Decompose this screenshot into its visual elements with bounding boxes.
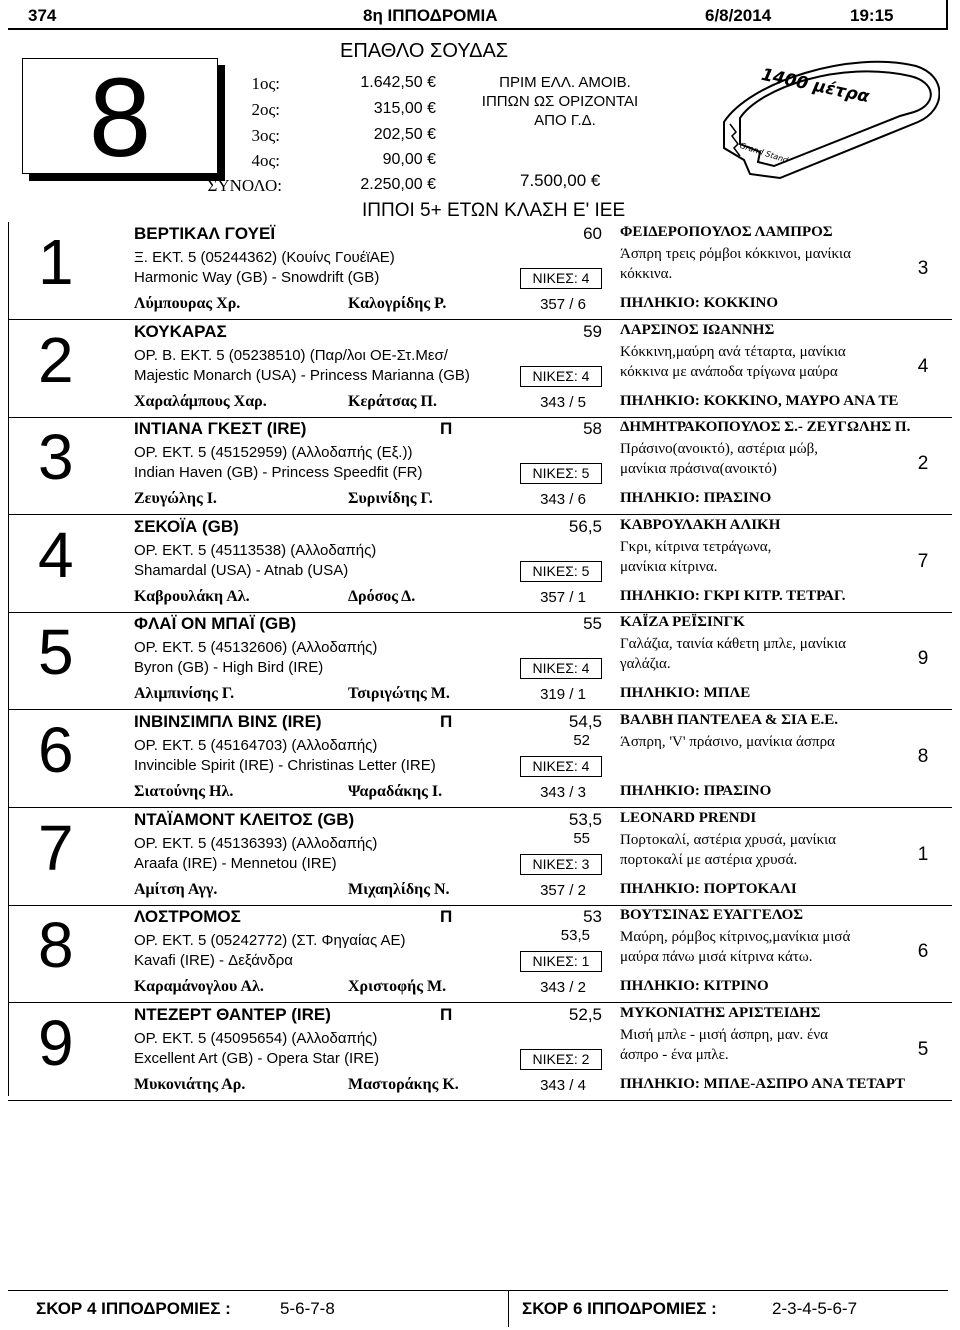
horse-details: Ξ. ΕΚΤ. 5 (05244362) (Κουίνς ΓουέϊΑΕ) <box>134 249 395 266</box>
horse-row <box>8 417 952 515</box>
race-number: 8 <box>88 55 152 180</box>
prize-amount: 1.642,50 € <box>360 74 436 91</box>
trainer-name: Μαστοράκης Κ. <box>348 1075 459 1093</box>
silks-line-1: Γκρι, κίτρινα τετράγωνα, <box>620 538 772 555</box>
owner-name: ΒΟΥΤΣΙΝΑΣ ΕΥΑΓΓΕΛΟΣ <box>620 907 804 924</box>
trainer-name: Καλογρίδης Ρ. <box>348 295 447 312</box>
horse-weight: 55 <box>583 614 602 634</box>
horse-pedigree: Excellent Art (GB) - Opera Star (IRE) <box>134 1049 380 1067</box>
jockey-name: Μυκονιάτης Αρ. <box>134 1075 246 1093</box>
owner-name: ΚΑΒΡΟΥΛΑΚΗ ΑΛΙΚΗ <box>620 516 781 533</box>
horse-row <box>8 1003 952 1101</box>
jockey-name: Σιατούνης Ηλ. <box>134 783 234 800</box>
horse-pedigree: Harmonic Way (GB) - Snowdrift (GB) <box>134 269 380 286</box>
grand-stand-label: Grand Stand <box>738 140 790 165</box>
stall-number: 2 <box>917 453 929 475</box>
wins-box: ΝΙΚΕΣ: 3 <box>520 854 602 875</box>
jockey-name: Αλιμπινίσης Γ. <box>134 685 235 703</box>
horse-weight: 60 <box>583 224 602 243</box>
jockey-name: Χαραλάμπους Χαρ. <box>134 392 267 410</box>
trainer-name: Χριστοφής Μ. <box>348 978 447 996</box>
helmet-colors: ΠΗΛΗΚΙΟ: ΜΠΛΕ <box>620 685 751 702</box>
horse-weight: 56,5 <box>568 516 602 536</box>
apprentice-mark: Π <box>440 419 453 439</box>
horse-pedigree: Kavafi (IRE) - Δεξάνδρα <box>134 952 293 970</box>
race-conditions: ΙΠΠΟΙ 5+ ΕΤΩΝ ΚΛΑΣΗ Ε' ΙΕΕ <box>362 200 626 221</box>
horse-name: ΚΟΥΚΑΡΑΣ <box>134 321 227 341</box>
horse-row <box>8 808 952 906</box>
race-title: ΕΠΑΘΛΟ ΣΟΥΔΑΣ <box>340 40 509 62</box>
track-diagram <box>700 48 940 188</box>
adjusted-weight: 55 <box>573 829 590 847</box>
track-distance-label: 1400 μέτρα <box>759 64 872 108</box>
horse-row <box>8 612 952 710</box>
wins-box: ΝΙΚΕΣ: 4 <box>520 756 602 777</box>
race-label: 8η ΙΠΠΟΔΡΟΜΙΑ <box>363 6 498 25</box>
silks-line-1: Κόκκινη,μαύρη ανά τέταρτα, μανίκια <box>620 343 846 360</box>
wins-box: ΝΙΚΕΣ: 4 <box>520 658 602 679</box>
horse-number: 3 <box>38 421 74 494</box>
stall-number: 6 <box>917 941 929 963</box>
stall-number: 3 <box>917 258 929 279</box>
silks-line-2: μαύρα πάνω μισά κίτρινα κάτω. <box>620 949 813 966</box>
page-number: 374 <box>28 6 57 25</box>
horse-weight: 53,5 <box>568 809 602 829</box>
horse-weight: 58 <box>583 419 602 439</box>
stall-number: 5 <box>917 1038 929 1060</box>
race-time: 19:15 <box>850 6 894 25</box>
wins-box: ΝΙΚΕΣ: 4 <box>520 268 602 289</box>
horse-row <box>8 222 952 320</box>
horse-name: ΙΝΒΙΝΣΙΜΠΛ ΒΙΝΣ (IRE) <box>134 712 322 731</box>
wins-box: ΝΙΚΕΣ: 5 <box>520 561 602 582</box>
horse-details: ΟΡ. ΕΚΤ. 5 (45152959) (Αλλοδαπής (Εξ.)) <box>134 444 413 462</box>
silks-line-2: γαλάζια. <box>620 656 671 673</box>
adjusted-weight: 53,5 <box>560 927 590 945</box>
wins-box: ΝΙΚΕΣ: 2 <box>520 1049 602 1070</box>
owner-name: ΦΕΙΔΕΡΟΠΟΥΛΟΣ ΛΑΜΠΡΟΣ <box>620 224 833 240</box>
prize-total-amount: 2.250,00 € <box>360 176 436 193</box>
rating-draw: 343 / 3 <box>540 784 586 801</box>
rating-draw: 343 / 2 <box>540 979 586 997</box>
trainer-name: Κεράτσας Π. <box>348 392 437 410</box>
silks-line-2: κόκκινα. <box>620 266 673 282</box>
prize-amount: 202,50 € <box>373 126 436 143</box>
prize-amount: 315,00 € <box>373 100 436 117</box>
silks-line-2: άσπρο - ένα μπλε. <box>620 1046 729 1063</box>
silks-line-1: Πορτοκαλί, αστέρια χρυσά, μανίκια <box>620 831 837 848</box>
bonus-line: ΙΠΠΩΝ ΩΣ ΟΡΙΖΟΝΤΑΙ <box>481 93 639 110</box>
horse-name: ΛΟΣΤΡΟΜΟΣ <box>134 907 241 927</box>
horse-name: ΦΛΑΪ ΟΝ ΜΠΑΪ (GB) <box>134 614 297 634</box>
rating-draw: 319 / 1 <box>540 686 586 704</box>
stall-number: 9 <box>917 648 929 670</box>
race-date: 6/8/2014 <box>705 6 772 25</box>
horse-weight: 54,5 <box>568 712 602 731</box>
horse-row <box>8 320 952 418</box>
silks-line-1: Μισή μπλε - μισή άσπρη, μαν. ένα <box>620 1026 828 1043</box>
owner-name: ΛΑΡΣΙΝΟΣ ΙΩΑΝΝΗΣ <box>620 321 775 338</box>
horse-name: ΝΤΕΖΕΡΤ ΘΑΝΤΕΡ (IRE) <box>134 1004 331 1024</box>
prize-total-label: ΣΥΝΟΛΟ: <box>207 176 282 195</box>
silks-line-2: πορτοκαλί με αστέρια χρυσά. <box>620 851 798 868</box>
adjusted-weight: 52 <box>573 732 590 749</box>
horse-pedigree: Invincible Spirit (IRE) - Christinas Letter (IRE) <box>134 757 436 774</box>
bonus-amount: 7.500,00 € <box>520 171 601 190</box>
stall-number: 1 <box>917 843 929 865</box>
prize-place: 4ος: <box>251 151 280 170</box>
rating-draw: 357 / 2 <box>540 881 586 899</box>
helmet-colors: ΠΗΛΗΚΙΟ: ΓΚΡΙ ΚΙΤΡ. ΤΕΤΡΑΓ. <box>620 587 846 604</box>
stall-number: 8 <box>917 746 929 767</box>
horse-weight: 52,5 <box>568 1004 602 1024</box>
score6-value: 2-3-4-5-6-7 <box>772 1299 858 1318</box>
stall-number: 7 <box>917 550 929 572</box>
owner-name: ΒΑΛΒΗ ΠΑΝΤΕΛΕΑ & ΣΙΑ Ε.Ε. <box>620 712 839 728</box>
silks-line-2: κόκκινα με ανάποδα τρίγωνα μαύρα <box>620 363 838 380</box>
stall-number: 4 <box>917 355 929 377</box>
prize-amount: 90,00 € <box>382 151 436 168</box>
rating-draw: 343 / 4 <box>540 1076 586 1094</box>
rating-draw: 357 / 6 <box>540 296 586 313</box>
horse-details: ΟΡ. ΕΚΤ. 5 (05242772) (ΣΤ. Φηγαίας ΑΕ) <box>134 932 406 950</box>
horse-weight: 53 <box>583 907 602 927</box>
horse-pedigree: Shamardal (USA) - Atnab (USA) <box>134 561 349 579</box>
footer-divider <box>508 1291 509 1327</box>
horse-details: ΟΡ. ΕΚΤ. 5 (45164703) (Αλλοδαπής) <box>134 737 378 754</box>
horse-number: 1 <box>38 226 74 298</box>
wins-box: ΝΙΚΕΣ: 1 <box>520 951 602 972</box>
rating-draw: 357 / 1 <box>540 588 586 606</box>
helmet-colors: ΠΗΛΗΚΙΟ: ΠΡΑΣΙΝΟ <box>620 490 772 507</box>
silks-line-1: Άσπρη τρεις ρόμβοι κόκκινοι, μανίκια <box>620 246 851 262</box>
owner-name: ΚΑΪΖΑ ΡΕΪΣΙΝΓΚ <box>620 614 745 631</box>
horse-pedigree: Byron (GB) - High Bird (IRE) <box>134 659 324 677</box>
helmet-colors: ΠΗΛΗΚΙΟ: ΚΟΚΚΙΝΟ, ΜΑΥΡΟ ΑΝΑ ΤΕ <box>620 392 899 409</box>
horse-name: ΝΤΑΪΑΜΟΝΤ ΚΛΕΙΤΟΣ (GB) <box>134 809 355 829</box>
score6-label: ΣΚΟΡ 6 ΙΠΠΟΔΡΟΜΙΕΣ : <box>522 1299 717 1318</box>
page-footer <box>8 1290 948 1326</box>
horse-details: ΟΡ. ΕΚΤ. 5 (45136393) (Αλλοδαπής) <box>134 834 378 852</box>
apprentice-mark: Π <box>440 1004 453 1024</box>
owner-name: ΜΥΚΟΝΙΑΤΗΣ ΑΡΙΣΤΕΙΔΗΣ <box>620 1004 821 1021</box>
horse-weight: 59 <box>583 321 602 341</box>
helmet-colors: ΠΗΛΗΚΙΟ: ΚΙΤΡΙΝΟ <box>620 978 769 995</box>
jockey-name: Λύμπουρας Χρ. <box>134 295 241 312</box>
rating-draw: 343 / 6 <box>540 491 586 509</box>
bonus-line: ΑΠΟ Γ.Δ. <box>534 112 596 129</box>
horse-number: 5 <box>38 616 74 689</box>
owner-name: ΔΗΜΗΤΡΑΚΟΠΟΥΛΟΣ Σ.- ΖΕΥΓΩΛΗΣ Π. <box>620 419 911 436</box>
horse-number: 8 <box>38 909 74 982</box>
horse-number: 6 <box>38 714 74 786</box>
helmet-colors: ΠΗΛΗΚΙΟ: ΠΟΡΤΟΚΑΛΙ <box>620 880 797 897</box>
jockey-name: Καβρουλάκη Αλ. <box>134 587 250 605</box>
horse-details: ΟΡ. ΕΚΤ. 5 (45095654) (Αλλοδαπής) <box>134 1029 378 1047</box>
wins-box: ΝΙΚΕΣ: 4 <box>520 366 602 387</box>
horse-row <box>8 515 952 613</box>
silks-line-1: Γαλάζια, ταινία κάθετη μπλε, μανίκια <box>620 636 846 653</box>
trainer-name: Συρινίδης Γ. <box>348 490 433 508</box>
jockey-name: Αμίτση Αγγ. <box>134 880 218 898</box>
trainer-name: Τσιριγώτης Μ. <box>348 685 450 703</box>
silks-line-2: μανίκια πράσινα(ανοικτό) <box>620 461 777 478</box>
helmet-colors: ΠΗΛΗΚΙΟ: ΚΟΚΚΙΝΟ <box>620 295 779 311</box>
horse-number: 2 <box>38 323 74 396</box>
apprentice-mark: Π <box>440 907 453 927</box>
trainer-name: Μιχαηλίδης Ν. <box>348 880 450 898</box>
horse-name: ΒΕΡΤΙΚΑΛ ΓΟΥΕΪ <box>134 224 276 243</box>
horse-pedigree: Indian Haven (GB) - Princess Speedfit (FR) <box>134 464 423 482</box>
page-header <box>8 0 948 30</box>
horse-row <box>8 710 952 808</box>
silks-line-1: Άσπρη, 'V' πράσινο, μανίκια άσπρα <box>620 734 835 750</box>
prize-place: 2ος: <box>251 100 280 119</box>
silks-line-2: μανίκια κίτρινα. <box>620 558 718 575</box>
horse-details: ΟΡ. ΕΚΤ. 5 (45132606) (Αλλοδαπής) <box>134 639 378 657</box>
wins-box: ΝΙΚΕΣ: 5 <box>520 463 602 484</box>
helmet-colors: ΠΗΛΗΚΙΟ: ΜΠΛΕ-ΑΣΠΡΟ ΑΝΑ ΤΕΤΑΡΤ <box>620 1075 906 1092</box>
score4-value: 5-6-7-8 <box>280 1299 335 1318</box>
prize-place: 1ος: <box>251 74 280 93</box>
jockey-name: Ζευγώλης Ι. <box>134 490 217 508</box>
bonus-line: ΠΡΙΜ ΕΛΛ. ΑΜΟΙΒ. <box>499 74 631 91</box>
race-number-box <box>22 55 218 180</box>
trainer-name: Ψαραδάκης Ι. <box>348 783 443 800</box>
silks-line-1: Πράσινο(ανοικτό), αστέρια μώβ, <box>620 441 819 458</box>
score4-label: ΣΚΟΡ 4 ΙΠΠΟΔΡΟΜΙΕΣ : <box>36 1299 231 1318</box>
horse-pedigree: Araafa (IRE) - Mennetou (IRE) <box>134 854 337 872</box>
horse-row <box>8 905 952 1003</box>
horse-pedigree: Majestic Monarch (USA) - Princess Marianna (GB) <box>134 366 470 384</box>
owner-name: LEONARD PRENDI <box>620 809 757 826</box>
helmet-colors: ΠΗΛΗΚΙΟ: ΠΡΑΣΙΝΟ <box>620 783 772 799</box>
horse-details: ΟΡ. ΕΚΤ. 5 (45113538) (Αλλοδαπής) <box>134 541 377 559</box>
trainer-name: Δρόσος Δ. <box>348 587 416 605</box>
jockey-name: Καραμάνογλου Αλ. <box>134 978 264 996</box>
prize-place: 3ος: <box>251 126 280 145</box>
horse-number: 9 <box>38 1006 74 1079</box>
horse-number: 4 <box>38 518 74 591</box>
horse-name: ΙΝΤΙΑΝΑ ΓΚΕΣΤ (IRE) <box>134 419 307 439</box>
rating-draw: 343 / 5 <box>540 393 586 411</box>
horse-name: ΣΕΚΟΪΑ (GB) <box>134 516 239 536</box>
horse-details: ΟΡ. Β. ΕΚΤ. 5 (05238510) (Παρ/λοι ΟΕ-Στ.Μεσ/ <box>134 346 448 364</box>
silks-line-1: Μαύρη, ρόμβος κίτρινος,μανίκια μισά <box>620 929 851 946</box>
horse-number: 7 <box>38 811 74 884</box>
apprentice-mark: Π <box>440 712 453 731</box>
